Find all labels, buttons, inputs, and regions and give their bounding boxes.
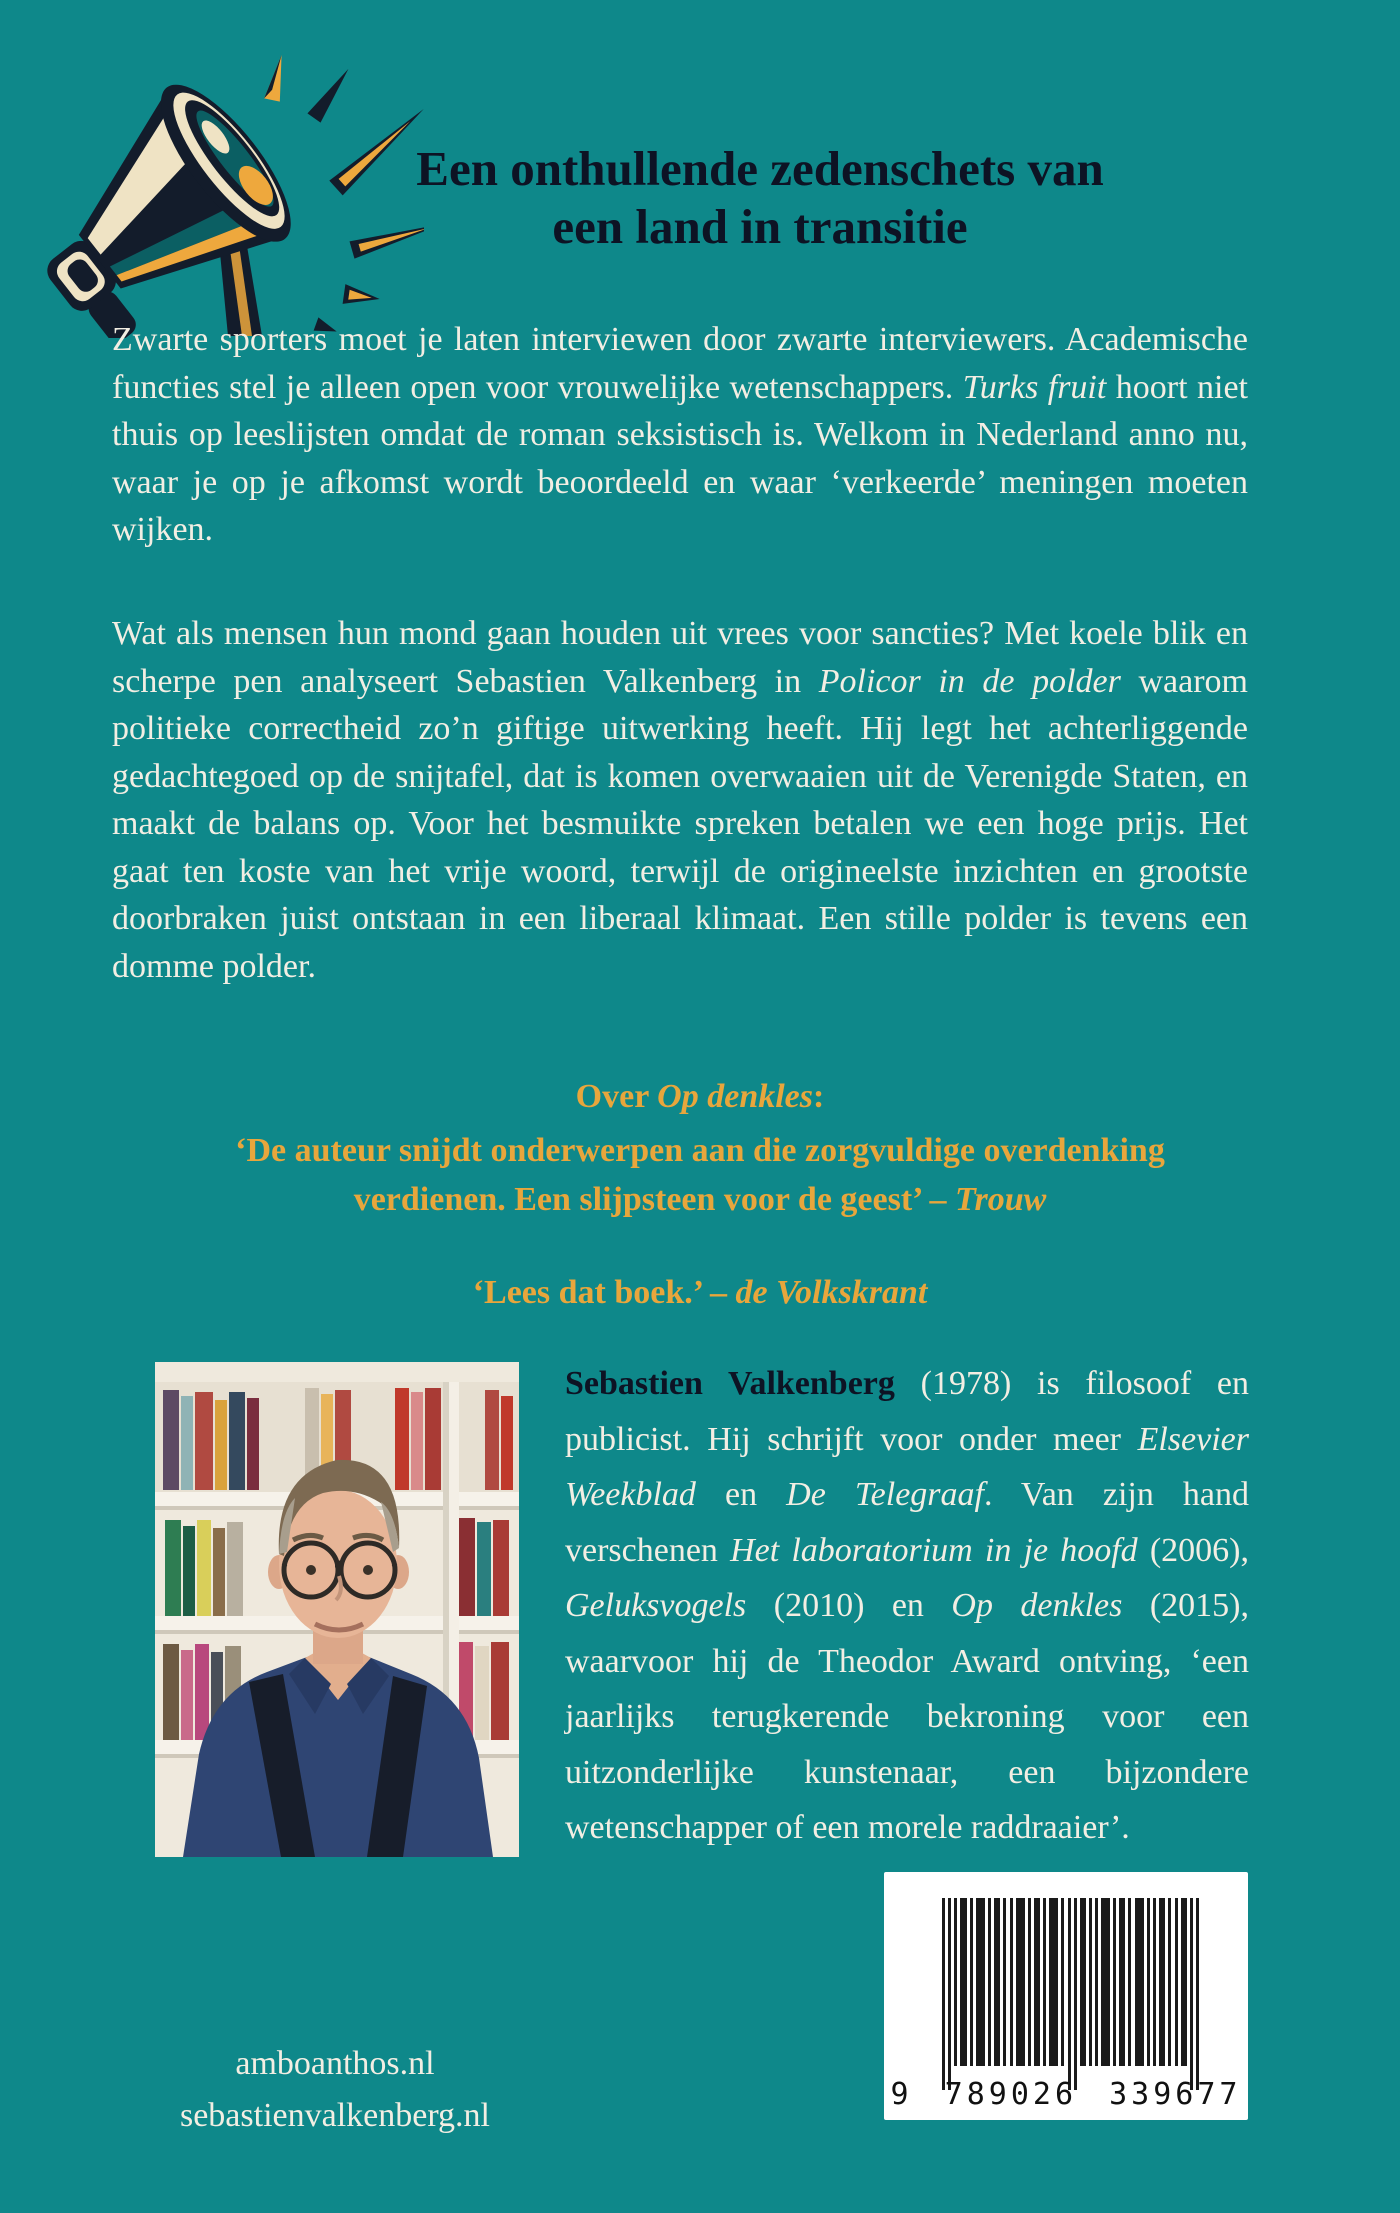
author-bio: Sebastien Valkenberg (1978) is filosoof en publicist. Hij schrijft voor onder meer Elsevier Weekblad en De Telegraaf. Van zijn hand verschenen Het laboratorium in je hoofd (2006), Geluksvogels (2010) en Op denkles (2015), waarvoor hij de Theodor Award ontving, ‘een jaarlijks terugkerende bekroning voor een uitzonderlijke kunstenaar, een bijzondere wetenschapper of een morele raddraaier’. [565,1365,1250,1846]
trouw-quote-line2: verdienen. Een slijpsteen voor de geest’ – Trouw [353,1181,1047,1218]
publisher-url: amboanthos.nl [235,2045,435,2082]
volkskrant-quote: ‘Lees dat boek.’ – de Volkskrant [472,1274,928,1311]
intro-paragraph: Zwarte sporters moet je laten interviewen door zwarte interviewers. Academische functies stel je alleen open voor vrouwelijke wetenschappers. Turks fruit hoort niet thuis op leeslijsten omdat de roman seksistisch is. Welkom in Nederland anno nu, waar je op je afkomst wordt beoordeeld en waar ‘verkeerde’ meningen moeten wijken. [112,321,1248,548]
tagline-heading [340,140,1180,256]
review-heading: Over Op denkles: [575,1078,825,1115]
synopsis-paragraph: Wat als mensen hun mond gaan houden uit vrees voor sancties? Met koele blik en scherpe pen analyseert Sebastien Valkenberg in Policor in de polder waarom politieke correctheid zo’n giftige uitwerking heeft. Hij legt het achterliggende gedachtegoed op de snijtafel, dat is komen overwaaien uit de Verenigde Staten, en maakt de balans op. Voor het besmuikte spreken betalen we een hoge prijs. Het gaat ten koste van het vrije woord, terwijl de origineelste inzichten en grootste doorbraken juist ontstaan in een liberaal klimaat. Een stille polder is tevens een domme polder. [112,615,1248,985]
tagline-line2: een land in transitie [552,199,968,254]
barcode [884,1872,1248,2120]
author-url: sebastienvalkenberg.nl [179,2097,490,2134]
tagline-line1: Een onthullende zedenschets van [416,141,1104,196]
footer-urls [110,2038,560,2142]
trouw-quote-line1: ‘De auteur snijdt onderwerpen aan die zorgvuldige overdenking [235,1132,1165,1169]
trouw-quote [90,1126,1310,1224]
barcode-number: 9 789026 339677 [890,2077,1242,2112]
author-photo [155,1362,519,1857]
